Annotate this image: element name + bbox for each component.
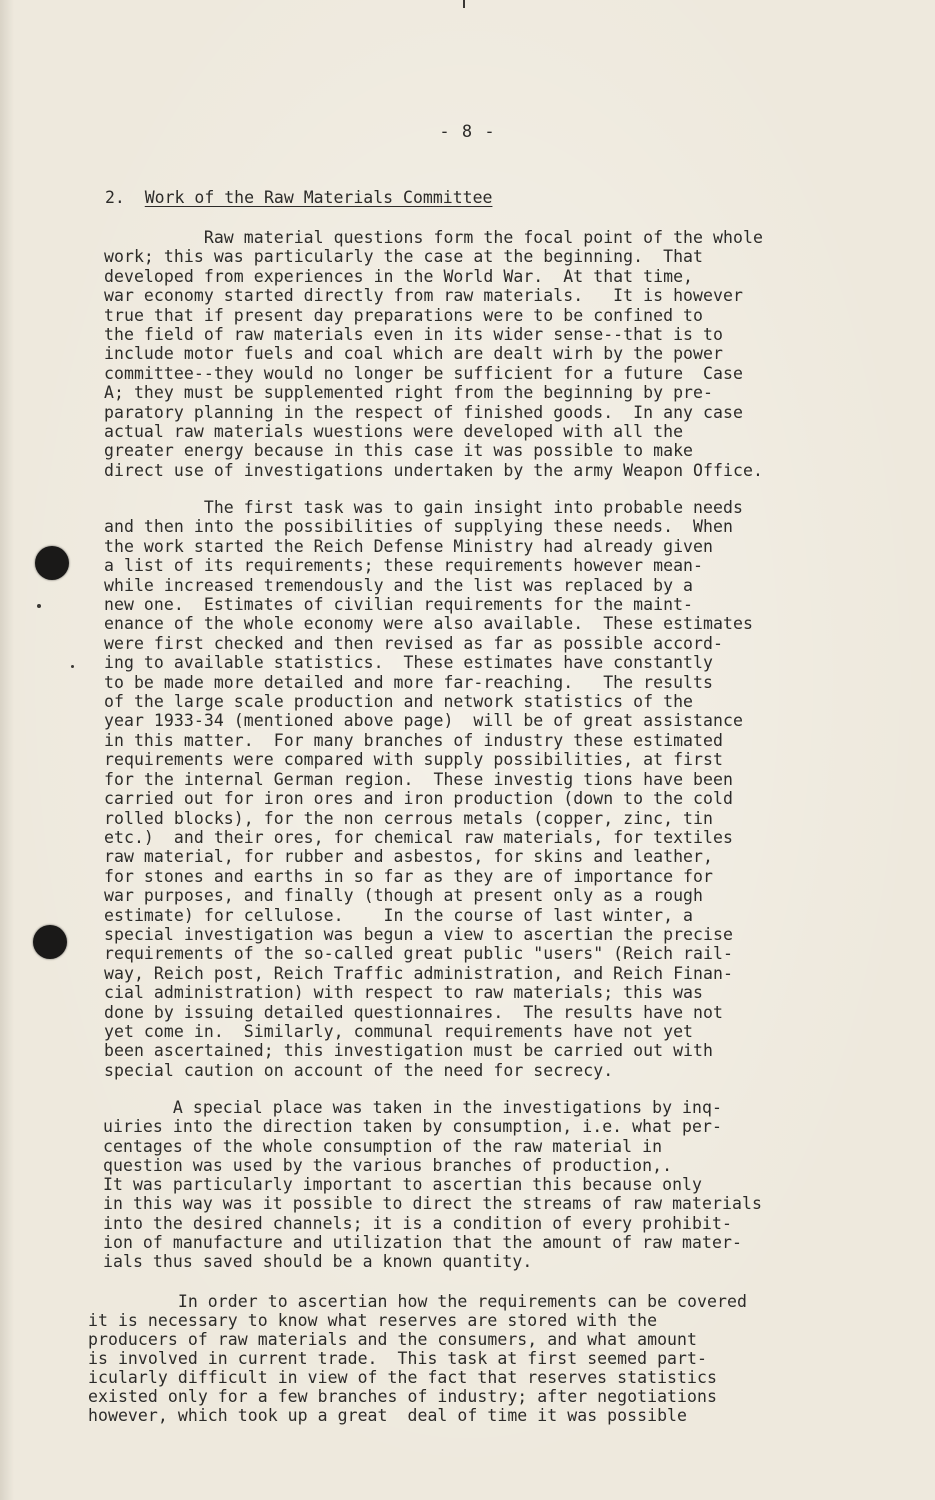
- text-line: in this way was it possible to direct the streams of raw materials: [103, 1194, 762, 1214]
- text-line: greater energy because in this case it was possible to make: [104, 441, 694, 461]
- text-line: year 1933-34 (mentioned above page) will be of great assistance: [104, 711, 743, 731]
- text-line: while increased tremendously and the list was replaced by a: [104, 575, 694, 595]
- section-number: 2.: [105, 188, 125, 207]
- text-line: to be made more detailed and more far-reaching. The results: [104, 672, 714, 692]
- paper-mark: [463, 0, 465, 8]
- text-line: were first checked and then revised as far as possible accord-: [104, 633, 723, 653]
- text-line: special investigation was begun a view to ascertian the precise: [104, 924, 733, 944]
- section-title: Work of the Raw Materials Committee: [144, 188, 493, 207]
- text-line: include motor fuels and coal which are dealt wirh by the power: [104, 344, 723, 364]
- text-line: estimate) for cellulose. In the course of last winter, a: [104, 905, 694, 925]
- text-line: ion of manufacture and utilization that the amount of raw mater-: [103, 1233, 742, 1253]
- paragraph-first-task: [104, 498, 864, 1080]
- text-line: etc.) and their ores, for chemical raw materials, for textiles: [104, 827, 733, 847]
- text-line: A special place was taken in the investigations by inq-: [103, 1098, 722, 1117]
- paper-edge-shadow: [0, 0, 14, 1500]
- text-line: centages of the whole consumption of the raw material in: [103, 1136, 663, 1156]
- text-line: actual raw materials wuestions were developed with all the: [104, 422, 684, 442]
- text-line: icularly difficult in view of the fact that reserves statistics: [88, 1368, 717, 1387]
- text-line: ials thus saved should be a known quantity.: [103, 1252, 533, 1272]
- text-line: a list of its requirements; these requirements however mean-: [104, 556, 704, 576]
- text-line: the work started the Reich Defense Ministry had already given: [104, 536, 714, 556]
- text-line: work; this was particularly the case at the beginning. That: [104, 247, 704, 267]
- text-line: it is necessary to know what reserves are stored with the: [88, 1311, 658, 1330]
- text-line: requirements were compared with supply possibilities, at first: [104, 750, 723, 770]
- paragraph-special-place: [103, 1098, 863, 1272]
- text-line: developed from experiences in the World War. At that time,: [104, 266, 694, 286]
- paragraph-in-order-to-ascertain: [88, 1292, 848, 1425]
- text-line: carried out for iron ores and iron production (down to the cold: [104, 789, 733, 809]
- text-line: existed only for a few branches of industry; after negotiations: [88, 1387, 717, 1406]
- paper-mark: [37, 604, 41, 608]
- text-line: for stones and earths in so far as they are of importance for: [104, 866, 714, 886]
- text-line: rolled blocks), for the non cerrous metals (copper, zinc, tin: [104, 808, 714, 828]
- text-line: producers of raw materials and the consumers, and what amount: [88, 1330, 698, 1349]
- text-line: In order to ascertian how the requirements can be covered: [88, 1292, 747, 1311]
- text-line: raw material, for rubber and asbestos, for skins and leather,: [104, 847, 714, 867]
- text-line: done by issuing detailed questionnaires. The results have not: [104, 1002, 723, 1022]
- text-line: new one. Estimates of civilian requirements for the maint-: [104, 595, 694, 615]
- paragraph-raw-material-questions: [104, 228, 864, 480]
- text-line: war economy started directly from raw materials. It is however: [104, 286, 743, 306]
- text-line: of the large scale production and network statistics of the: [104, 692, 694, 712]
- text-line: enance of the whole economy were also available. These estimates: [104, 614, 753, 634]
- text-line: yet come in. Similarly, communal requirements have not yet: [104, 1021, 694, 1041]
- text-line: for the internal German region. These investig tions have been: [104, 769, 733, 789]
- text-line: however, which took up a great deal of time it was possible: [88, 1406, 688, 1425]
- text-line: special caution on account of the need for secrecy.: [104, 1060, 614, 1080]
- text-line: and then into the possibilities of supplying these needs. When: [104, 517, 733, 537]
- text-line: requirements of the so-called great public "users" (Reich rail-: [104, 944, 733, 964]
- text-line: uiries into the direction taken by consumption, i.e. what per-: [103, 1117, 722, 1137]
- text-line: cial administration) with respect to raw materials; this was: [104, 983, 704, 1003]
- text-line: in this matter. For many branches of industry these estimated: [104, 730, 723, 750]
- text-line: true that if present day preparations were to be confined to: [104, 305, 704, 325]
- section-heading: [105, 188, 492, 207]
- text-line: war purposes, and finally (though at present only as a rough: [104, 886, 704, 906]
- text-line: is involved in current trade. This task at first seemed part-: [88, 1349, 707, 1368]
- text-line: ing to available statistics. These estimates have constantly: [104, 653, 714, 673]
- text-line: way, Reich post, Reich Traffic administration, and Reich Finan-: [104, 963, 733, 983]
- text-line: been ascertained; this investigation must be carried out with: [104, 1041, 714, 1061]
- text-line: The first task was to gain insight into probable needs: [104, 498, 743, 517]
- text-line: A; they must be supplemented right from the beginning by pre-: [104, 383, 714, 403]
- page-number: - 8 -: [439, 122, 496, 142]
- punch-hole: [33, 925, 67, 959]
- text-line: the field of raw materials even in its wider sense--that is to: [104, 325, 723, 345]
- text-line: committee--they would no longer be sufficient for a future Case: [104, 363, 743, 383]
- text-line: question was used by the various branches of production,.: [103, 1155, 673, 1175]
- text-line: Raw material questions form the focal point of the whole: [104, 228, 763, 247]
- punch-hole: [35, 546, 69, 580]
- text-line: paratory planning in the respect of finished goods. In any case: [104, 402, 743, 422]
- paper-mark: [71, 665, 74, 668]
- text-line: direct use of investigations undertaken by the army Weapon Office.: [104, 460, 763, 480]
- text-line: It was particularly important to ascertian this because only: [103, 1175, 703, 1195]
- text-line: into the desired channels; it is a condition of every prohibit-: [103, 1213, 732, 1233]
